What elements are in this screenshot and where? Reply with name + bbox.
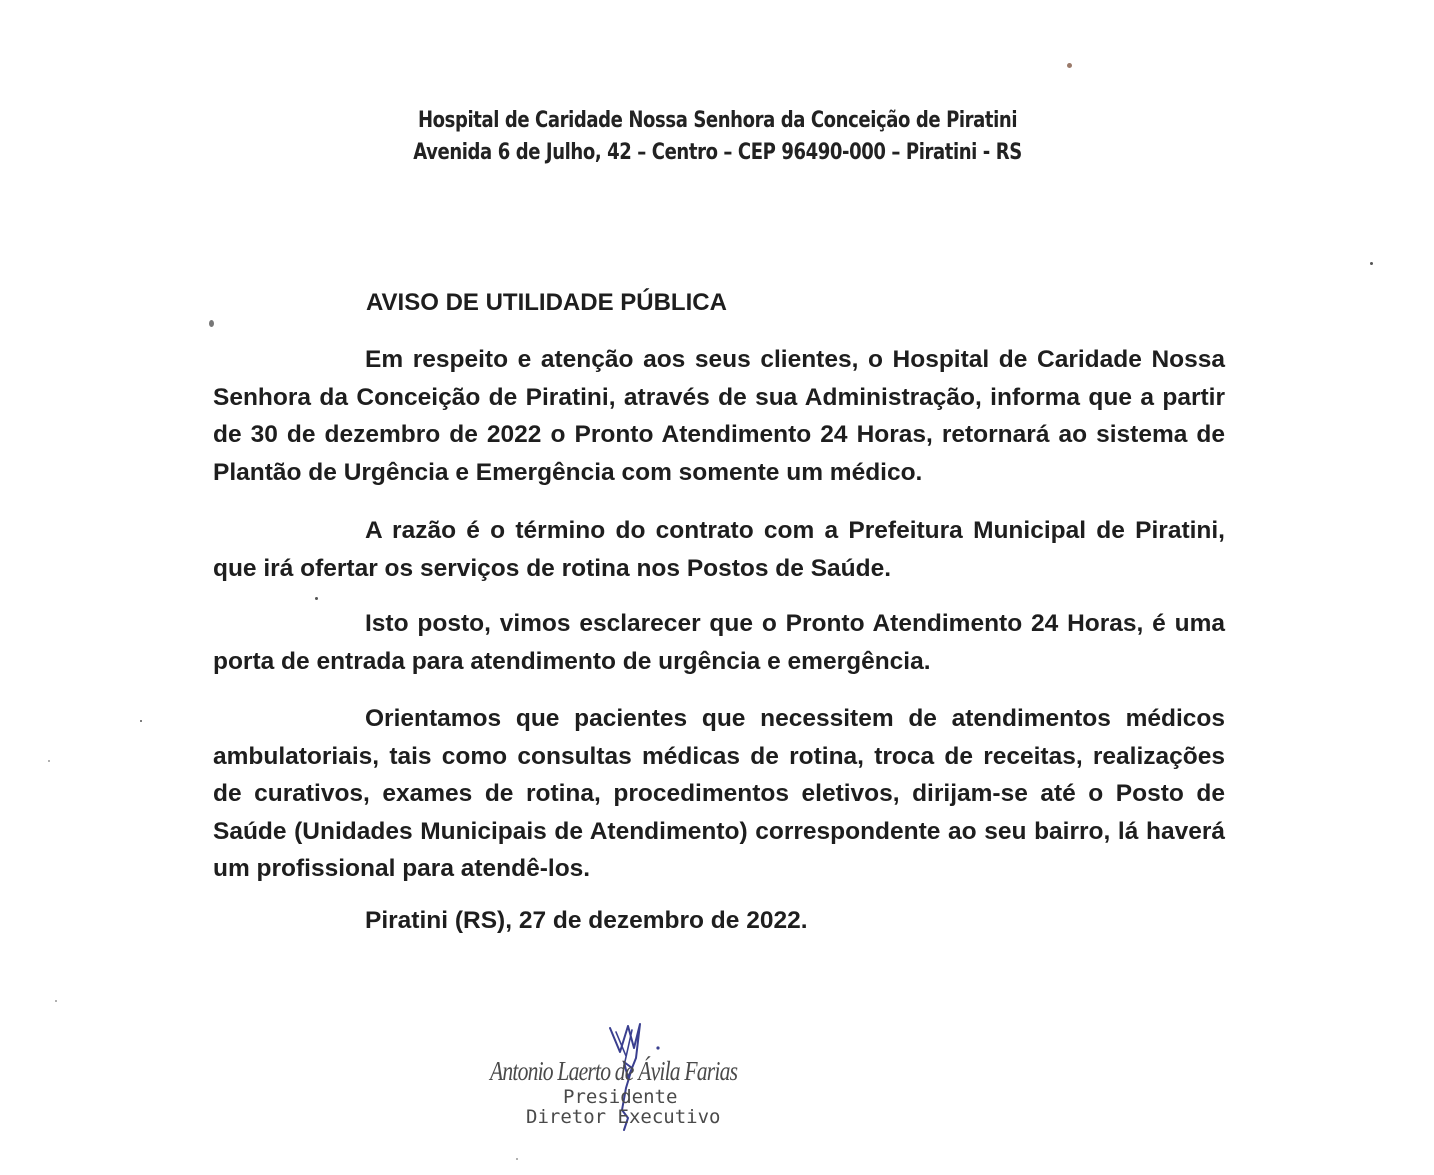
paper-speck (48, 760, 50, 762)
notice-paragraph-2: A razão é o término do contrato com a Prefeitura Municipal de Piratini, que irá ofertar os serviços de rotina nos Postos de Saúde. (213, 517, 1225, 582)
signature-role-president: Presidente (563, 1086, 678, 1108)
letterhead-address: Avenida 6 de Julho, 42 – Centro – CEP 96490-000 – Piratini - RS (413, 140, 1022, 165)
letterhead-hospital-name: Hospital de Caridade Nossa Senhora da Conceição de Piratini (417, 108, 1018, 133)
notice-title: AVISO DE UTILIDADE PÚBLICA (366, 289, 727, 316)
notice-date-line: Piratini (RS), 27 de dezembro de 2022. (365, 907, 808, 934)
notice-paragraph-1: Em respeito e atenção aos seus clientes, o Hospital de Caridade Nossa Senhora da Conceição de Piratini, através de sua Administração, informa que a partir de 30 de dezembro de 2022 o Pronto Atendimento 24 Horas, retornará ao sistema de Plantão de Urgência e Emergência com somente um médico. (213, 346, 1225, 486)
paper-speck (1067, 63, 1072, 68)
paper-speck (315, 597, 318, 600)
signature-role-executive-director: Diretor Executivo (526, 1106, 721, 1128)
paper-speck (209, 320, 214, 327)
signature-name: Antonio Laerto de Ávila Farias (490, 1056, 738, 1086)
paper-speck (1370, 262, 1373, 265)
paper-speck (140, 720, 142, 722)
paper-speck (55, 1000, 57, 1002)
notice-paragraph-3: Isto posto, vimos esclarecer que o Pronto Atendimento 24 Horas, é uma porta de entrada para atendimento de urgência e emergência. (213, 610, 1225, 675)
paper-speck (516, 1158, 518, 1160)
notice-paragraph-4: Orientamos que pacientes que necessitem de atendimentos médicos ambulatoriais, tais como consultas médicas de rotina, troca de receitas, realizações de curativos, exames de rotina, procedimentos eletivos, dirijam-se até o Posto de Saúde (Unidades Municipais de Atendimento) correspondente ao seu bairro, lá haverá um profissional para atendê-los. (213, 705, 1225, 882)
